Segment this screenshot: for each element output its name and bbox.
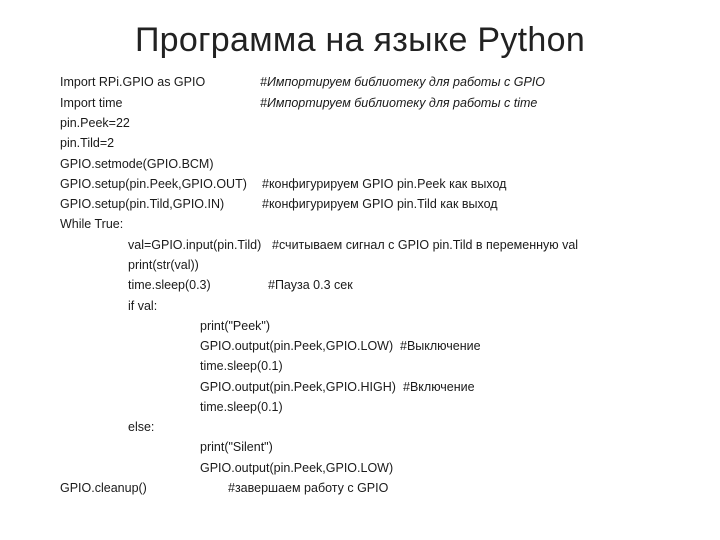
code-line-setup-peek: GPIO.setup(pin.Peek,GPIO.OUT)	[60, 177, 247, 191]
comment-cleanup: #завершаем работу с GPIO	[228, 481, 389, 495]
code-line-print-silent: print("Silent")	[200, 440, 273, 454]
code-line-import-time: Import time	[60, 96, 123, 110]
comment-setup-tild: #конфигурируем GPIO pin.Tild как выход	[262, 197, 498, 211]
code-line-print-val: print(str(val))	[128, 258, 199, 272]
comment-read-input: #считываем сигнал с GPIO pin.Tild в переменную val	[272, 238, 579, 252]
code-line-else: else:	[128, 420, 155, 434]
code-line-setmode: GPIO.setmode(GPIO.BCM)	[60, 157, 214, 171]
comment-output-low: #Выключение	[400, 339, 481, 353]
code-line-output-low: GPIO.output(pin.Peek,GPIO.LOW)	[200, 339, 394, 353]
code-line-print-peek: print("Peek")	[200, 319, 271, 333]
comment-import-gpio: #Импортируем библиотеку для работы с GPIO	[260, 75, 545, 89]
code-line-pin-peek: pin.Peek=22	[60, 116, 130, 130]
slide-title: Программа на языке Python	[134, 21, 586, 59]
code-line-cleanup: GPIO.cleanup()	[60, 481, 147, 495]
comment-import-time: #Импортируем библиотеку для работы с time	[260, 96, 538, 110]
code-line-sleep-03: time.sleep(0.3)	[128, 278, 211, 292]
code-line-read-input: val=GPIO.input(pin.Tild)	[128, 238, 262, 252]
code-line-output-high: GPIO.output(pin.Peek,GPIO.HIGH)	[200, 380, 396, 394]
code-line-sleep-01-a: time.sleep(0.1)	[200, 359, 283, 373]
code-listing	[0, 72, 720, 502]
code-line-while-true: While True:	[60, 217, 124, 231]
comment-sleep-03: #Пауза 0.3 сек	[268, 278, 353, 292]
code-line-pin-tild: pin.Tild=2	[60, 136, 115, 150]
comment-setup-peek: #конфигурируем GPIO pin.Peek как выход	[262, 177, 507, 191]
code-line-if-val: if val:	[128, 299, 158, 313]
code-line-output-low-else: GPIO.output(pin.Peek,GPIO.LOW)	[200, 461, 394, 475]
code-line-import-gpio: Import RPi.GPIO as GPIO	[60, 75, 206, 89]
code-line-sleep-01-b: time.sleep(0.1)	[200, 400, 283, 414]
code-line-setup-tild: GPIO.setup(pin.Tild,GPIO.IN)	[60, 197, 225, 211]
comment-output-high: #Включение	[403, 380, 475, 394]
